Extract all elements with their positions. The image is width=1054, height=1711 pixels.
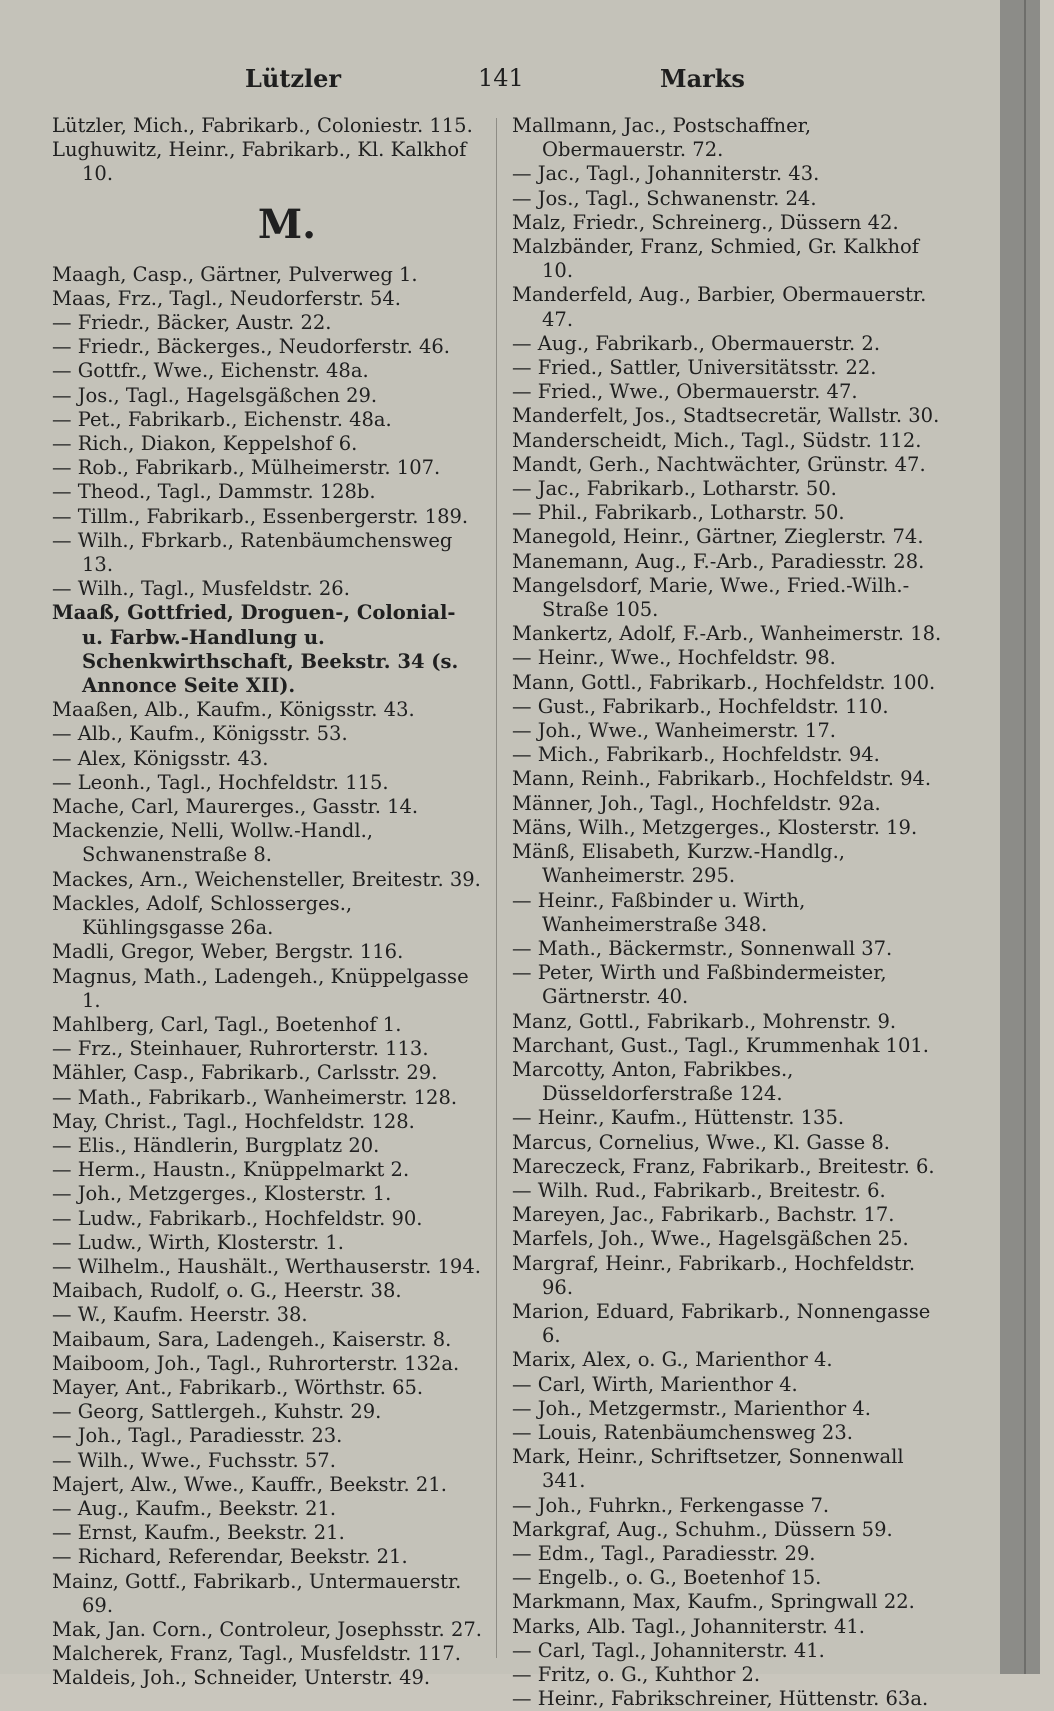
directory-entry: Maibaum, Sara, Ladengeh., Kaiserstr. 8. <box>52 1327 452 1351</box>
directory-entry: Marcus, Cornelius, Wwe., Kl. Gasse 8. <box>512 1130 890 1154</box>
directory-entry: Mackles, Adolf, Schlosserges., Kühlingsgasse 26a. <box>52 891 353 940</box>
directory-entry: — Joh., Metzgerges., Klosterstr. 1. <box>52 1182 392 1206</box>
directory-entry: — Jos., Tagl., Hagelsgäßchen 29. <box>52 383 378 407</box>
directory-entry: Manegold, Heinr., Gärtner, Zieglerstr. 74. <box>512 525 924 549</box>
directory-entry: — Elis., Händlerin, Burgplatz 20. <box>52 1133 380 1157</box>
column-divider <box>496 118 497 1658</box>
directory-entry: Marfels, Joh., Wwe., Hagelsgäßchen 25. <box>512 1227 909 1251</box>
directory-entry: Manderscheidt, Mich., Tagl., Südstr. 112. <box>512 428 922 452</box>
directory-entry: Mann, Reinh., Fabrikarb., Hochfeldstr. 94. <box>512 767 932 791</box>
directory-entry: — Pet., Fabrikarb., Eichenstr. 48a. <box>52 407 392 431</box>
directory-entry: Malz, Friedr., Schreinerg., Düssern 42. <box>512 210 899 234</box>
directory-entry: Mäns, Wilh., Metzgerges., Klosterstr. 19. <box>512 815 918 839</box>
directory-entry: — Ludw., Wirth, Klosterstr. 1. <box>52 1230 344 1254</box>
directory-entry: Maas, Frz., Tagl., Neudorferstr. 54. <box>52 286 401 310</box>
directory-entry: Madli, Gregor, Weber, Bergstr. 116. <box>52 940 404 964</box>
directory-entry: — Wilhelm., Haushält., Werthauserstr. 194. <box>52 1254 481 1278</box>
directory-entry: — Heinr., Wwe., Hochfeldstr. 98. <box>512 646 836 670</box>
directory-entry: Mache, Carl, Maurerges., Gasstr. 14. <box>52 795 419 819</box>
directory-entry: — Rich., Diakon, Keppelshof 6. <box>52 432 358 456</box>
directory-entry: Marks, Alb. Tagl., Johanniterstr. 41. <box>512 1614 865 1638</box>
directory-entry: — Wilh., Wwe., Fuchsstr. 57. <box>52 1448 336 1472</box>
directory-entry: Malzbänder, Franz, Schmied, Gr. Kalkhof 10. <box>512 235 919 283</box>
directory-entry: — Fritz, o. G., Kuhthor 2. <box>512 1663 761 1686</box>
directory-entry: — Wilh. Rud., Fabrikarb., Breitestr. 6. <box>512 1178 886 1202</box>
directory-entry: — Gottfr., Wwe., Eichenstr. 48a. <box>52 359 369 383</box>
directory-entry: Markgraf, Aug., Schuhm., Düssern 59. <box>512 1517 893 1541</box>
directory-entry: Maaßen, Alb., Kaufm., Königsstr. 43. <box>52 698 415 722</box>
directory-entry: Malcherek, Franz, Tagl., Musfeldstr. 117. <box>52 1642 461 1666</box>
directory-entry: — Peter, Wirth und Faßbindermeister, Gärtnerstr. 40. <box>512 961 887 1009</box>
directory-entry: — Joh., Metzgermstr., Marienthor 4. <box>512 1396 871 1420</box>
directory-entry: — Math., Bäckermstr., Sonnenwall 37. <box>512 936 893 960</box>
header-right-keyword: Marks <box>660 64 745 93</box>
directory-entry: — Carl, Tagl., Johanniterstr. 41. <box>512 1638 825 1662</box>
directory-entry: — Phil., Fabrikarb., Lotharstr. 50. <box>512 501 845 525</box>
right-entries <box>512 114 942 1711</box>
directory-entry: — Heinr., Faßbinder u. Wirth, Wanheimerstraße 348. <box>512 888 806 936</box>
directory-entry: Mallmann, Jac., Postschaffner, Obermauerstr. 72. <box>512 114 812 162</box>
directory-entry: Manemann, Aug., F.-Arb., Paradiesstr. 28. <box>512 549 925 573</box>
directory-entry: — Theod., Tagl., Dammstr. 128b. <box>52 480 376 504</box>
directory-entry: — Heinr., Fabrikschreiner, Hüttenstr. 63a. <box>512 1687 929 1711</box>
directory-entry: — Jos., Tagl., Schwanenstr. 24. <box>512 186 817 210</box>
directory-entry: — Herm., Haustn., Knüppelmarkt 2. <box>52 1158 410 1182</box>
directory-entry: Männer, Joh., Tagl., Hochfeldstr. 92a. <box>512 791 881 815</box>
directory-entry: — Engelb., o. G., Boetenhof 15. <box>512 1566 822 1590</box>
directory-entry: — Jac., Fabrikarb., Lotharstr. 50. <box>512 477 837 501</box>
left-top-entries <box>52 114 482 187</box>
directory-entry: Maagh, Casp., Gärtner, Pulverweg 1. <box>52 262 418 286</box>
page-edge <box>1000 0 1040 1674</box>
directory-entry: — Wilh., Fbrkarb., Ratenbäumchensweg 13. <box>52 528 453 577</box>
header-left-keyword: Lützler <box>245 64 342 93</box>
directory-entry: May, Christ., Tagl., Hochfeldstr. 128. <box>52 1109 415 1133</box>
directory-entry: Mankertz, Adolf, F.-Arb., Wanheimerstr. 18. <box>512 622 942 646</box>
directory-entry: Maldeis, Joh., Schneider, Unterstr. 49. <box>52 1666 431 1690</box>
directory-entry: — Joh., Fuhrkn., Ferkengasse 7. <box>512 1493 830 1517</box>
directory-entry: — Friedr., Bäcker, Austr. 22. <box>52 311 332 335</box>
directory-entry: Mandt, Gerh., Nachtwächter, Grünstr. 47. <box>512 452 926 476</box>
directory-entry: — Georg, Sattlergeh., Kuhstr. 29. <box>52 1400 382 1424</box>
directory-entry: Mackenzie, Nelli, Wollw.-Handl., Schwanenstraße 8. <box>52 819 373 867</box>
right-column <box>512 114 942 1711</box>
directory-entry: — Joh., Wwe., Wanheimerstr. 17. <box>512 719 836 743</box>
directory-entry: — Fried., Sattler, Universitätsstr. 22. <box>512 356 877 380</box>
directory-entry: — Ernst, Kaufm., Beekstr. 21. <box>52 1521 345 1545</box>
page-edge-line <box>1024 0 1026 1674</box>
directory-entry: Mainz, Gottf., Fabrikarb., Untermauerstr. 69. <box>52 1569 462 1617</box>
directory-entry: Manderfelt, Jos., Stadtsecretär, Wallstr. 30. <box>512 404 940 428</box>
directory-entry: — Frz., Steinhauer, Ruhrorterstr. 113. <box>52 1037 429 1061</box>
directory-entry: — Jac., Tagl., Johanniterstr. 43. <box>512 162 820 186</box>
directory-entry: Mann, Gottl., Fabrikarb., Hochfeldstr. 100. <box>512 670 936 694</box>
directory-entry: — Richard, Referendar, Beekstr. 21. <box>52 1545 408 1569</box>
left-column <box>52 114 482 1691</box>
directory-entry: Markmann, Max, Kaufm., Springwall 22. <box>512 1590 915 1614</box>
directory-entry: — Wilh., Tagl., Musfeldstr. 26. <box>52 577 350 601</box>
directory-entry: Maiboom, Joh., Tagl., Ruhrorterstr. 132a. <box>52 1351 460 1375</box>
directory-entry: — Gust., Fabrikarb., Hochfeldstr. 110. <box>512 694 889 718</box>
directory-entry: — Joh., Tagl., Paradiesstr. 23. <box>52 1424 343 1448</box>
directory-entry: Mareczeck, Franz, Fabrikarb., Breitestr. 6. <box>512 1154 935 1178</box>
directory-entry: Marchant, Gust., Tagl., Krummenhak 101. <box>512 1033 929 1057</box>
page-header <box>0 64 1000 104</box>
directory-entry: — Aug., Fabrikarb., Obermauerstr. 2. <box>512 331 881 355</box>
directory-entry: Lughuwitz, Heinr., Fabrikarb., Kl. Kalkhof 10. <box>52 138 467 186</box>
directory-entry: — Alb., Kaufm., Königsstr. 53. <box>52 722 348 746</box>
directory-entry: Mackes, Arn., Weichensteller, Breitestr. 39. <box>52 867 481 891</box>
directory-entry: Magnus, Math., Ladengeh., Knüppelgasse 1. <box>52 964 469 1012</box>
directory-entry: — Edm., Tagl., Paradiesstr. 29. <box>512 1541 816 1565</box>
directory-entry: — Aug., Kaufm., Beekstr. 21. <box>52 1496 337 1520</box>
directory-entry: Mayer, Ant., Fabrikarb., Wörthstr. 65. <box>52 1375 424 1399</box>
directory-entry: — Heinr., Kaufm., Hüttenstr. 135. <box>512 1106 845 1130</box>
directory-entry: Maibach, Rudolf, o. G., Heerstr. 38. <box>52 1279 402 1303</box>
directory-entry: Mak, Jan. Corn., Controleur, Josephsstr. 27. <box>52 1617 482 1641</box>
directory-entry: — Louis, Ratenbäumchensweg 23. <box>512 1420 853 1444</box>
directory-entry: Marcotty, Anton, Fabrikbes., Düsseldorferstraße 124. <box>512 1057 794 1106</box>
directory-entry: — Ludw., Fabrikarb., Hochfeldstr. 90. <box>52 1206 423 1230</box>
directory-entry: Mänß, Elisabeth, Kurzw.-Handlg., Wanheimerstr. 295. <box>512 840 845 888</box>
directory-entry: — Leonh., Tagl., Hochfeldstr. 115. <box>52 770 389 794</box>
page-number: 141 <box>478 64 524 92</box>
directory-entry: Mangelsdorf, Marie, Wwe., Fried.-Wilh.-Straße 105. <box>512 573 910 622</box>
advert-entry: Maaß, Gottfried, Droguen-, Colonial- u. Farbw.-Handlung u. Schenkwirthschaft, Beekstr. 34 (s. Annonce Seite XII). <box>52 601 459 698</box>
directory-entry: Mähler, Casp., Fabrikarb., Carlsstr. 29. <box>52 1061 438 1085</box>
directory-entry: Mareyen, Jac., Fabrikarb., Bachstr. 17. <box>512 1203 895 1227</box>
directory-entry: — Rob., Fabrikarb., Mülheimerstr. 107. <box>52 456 441 480</box>
directory-entry: Mahlberg, Carl, Tagl., Boetenhof 1. <box>52 1012 402 1036</box>
directory-entry: — Math., Fabrikarb., Wanheimerstr. 128. <box>52 1085 458 1109</box>
directory-entry: — Mich., Fabrikarb., Hochfeldstr. 94. <box>512 743 880 767</box>
directory-entry: Mark, Heinr., Schriftsetzer, Sonnenwall 341. <box>512 1445 904 1493</box>
left-entries-2 <box>52 698 482 1690</box>
directory-entry: — Alex, Königsstr. 43. <box>52 746 269 770</box>
directory-entry: Majert, Alw., Wwe., Kauffr., Beekstr. 21. <box>52 1472 447 1496</box>
directory-entry: — Carl, Wirth, Marienthor 4. <box>512 1372 798 1396</box>
directory-entry: — W., Kaufm. Heerstr. 38. <box>52 1303 308 1327</box>
directory-entry: Margraf, Heinr., Fabrikarb., Hochfeldstr. 96. <box>512 1251 916 1299</box>
directory-entry: — Fried., Wwe., Obermauerstr. 47. <box>512 380 858 404</box>
directory-entry: Manz, Gottl., Fabrikarb., Mohrenstr. 9. <box>512 1009 897 1033</box>
directory-entry: Marion, Eduard, Fabrikarb., Nonnengasse 6. <box>512 1299 931 1348</box>
directory-entry: — Tillm., Fabrikarb., Essenbergerstr. 189. <box>52 504 469 528</box>
left-entries <box>52 263 482 602</box>
directory-entry: Manderfeld, Aug., Barbier, Obermauerstr. 47. <box>512 283 927 331</box>
directory-entry: Lützler, Mich., Fabrikarb., Coloniestr. 115. <box>52 114 473 137</box>
section-letter: M. <box>257 200 317 248</box>
directory-entry: Marix, Alex, o. G., Marienthor 4. <box>512 1348 833 1372</box>
directory-entry: — Friedr., Bäckerges., Neudorferstr. 46. <box>52 335 450 359</box>
